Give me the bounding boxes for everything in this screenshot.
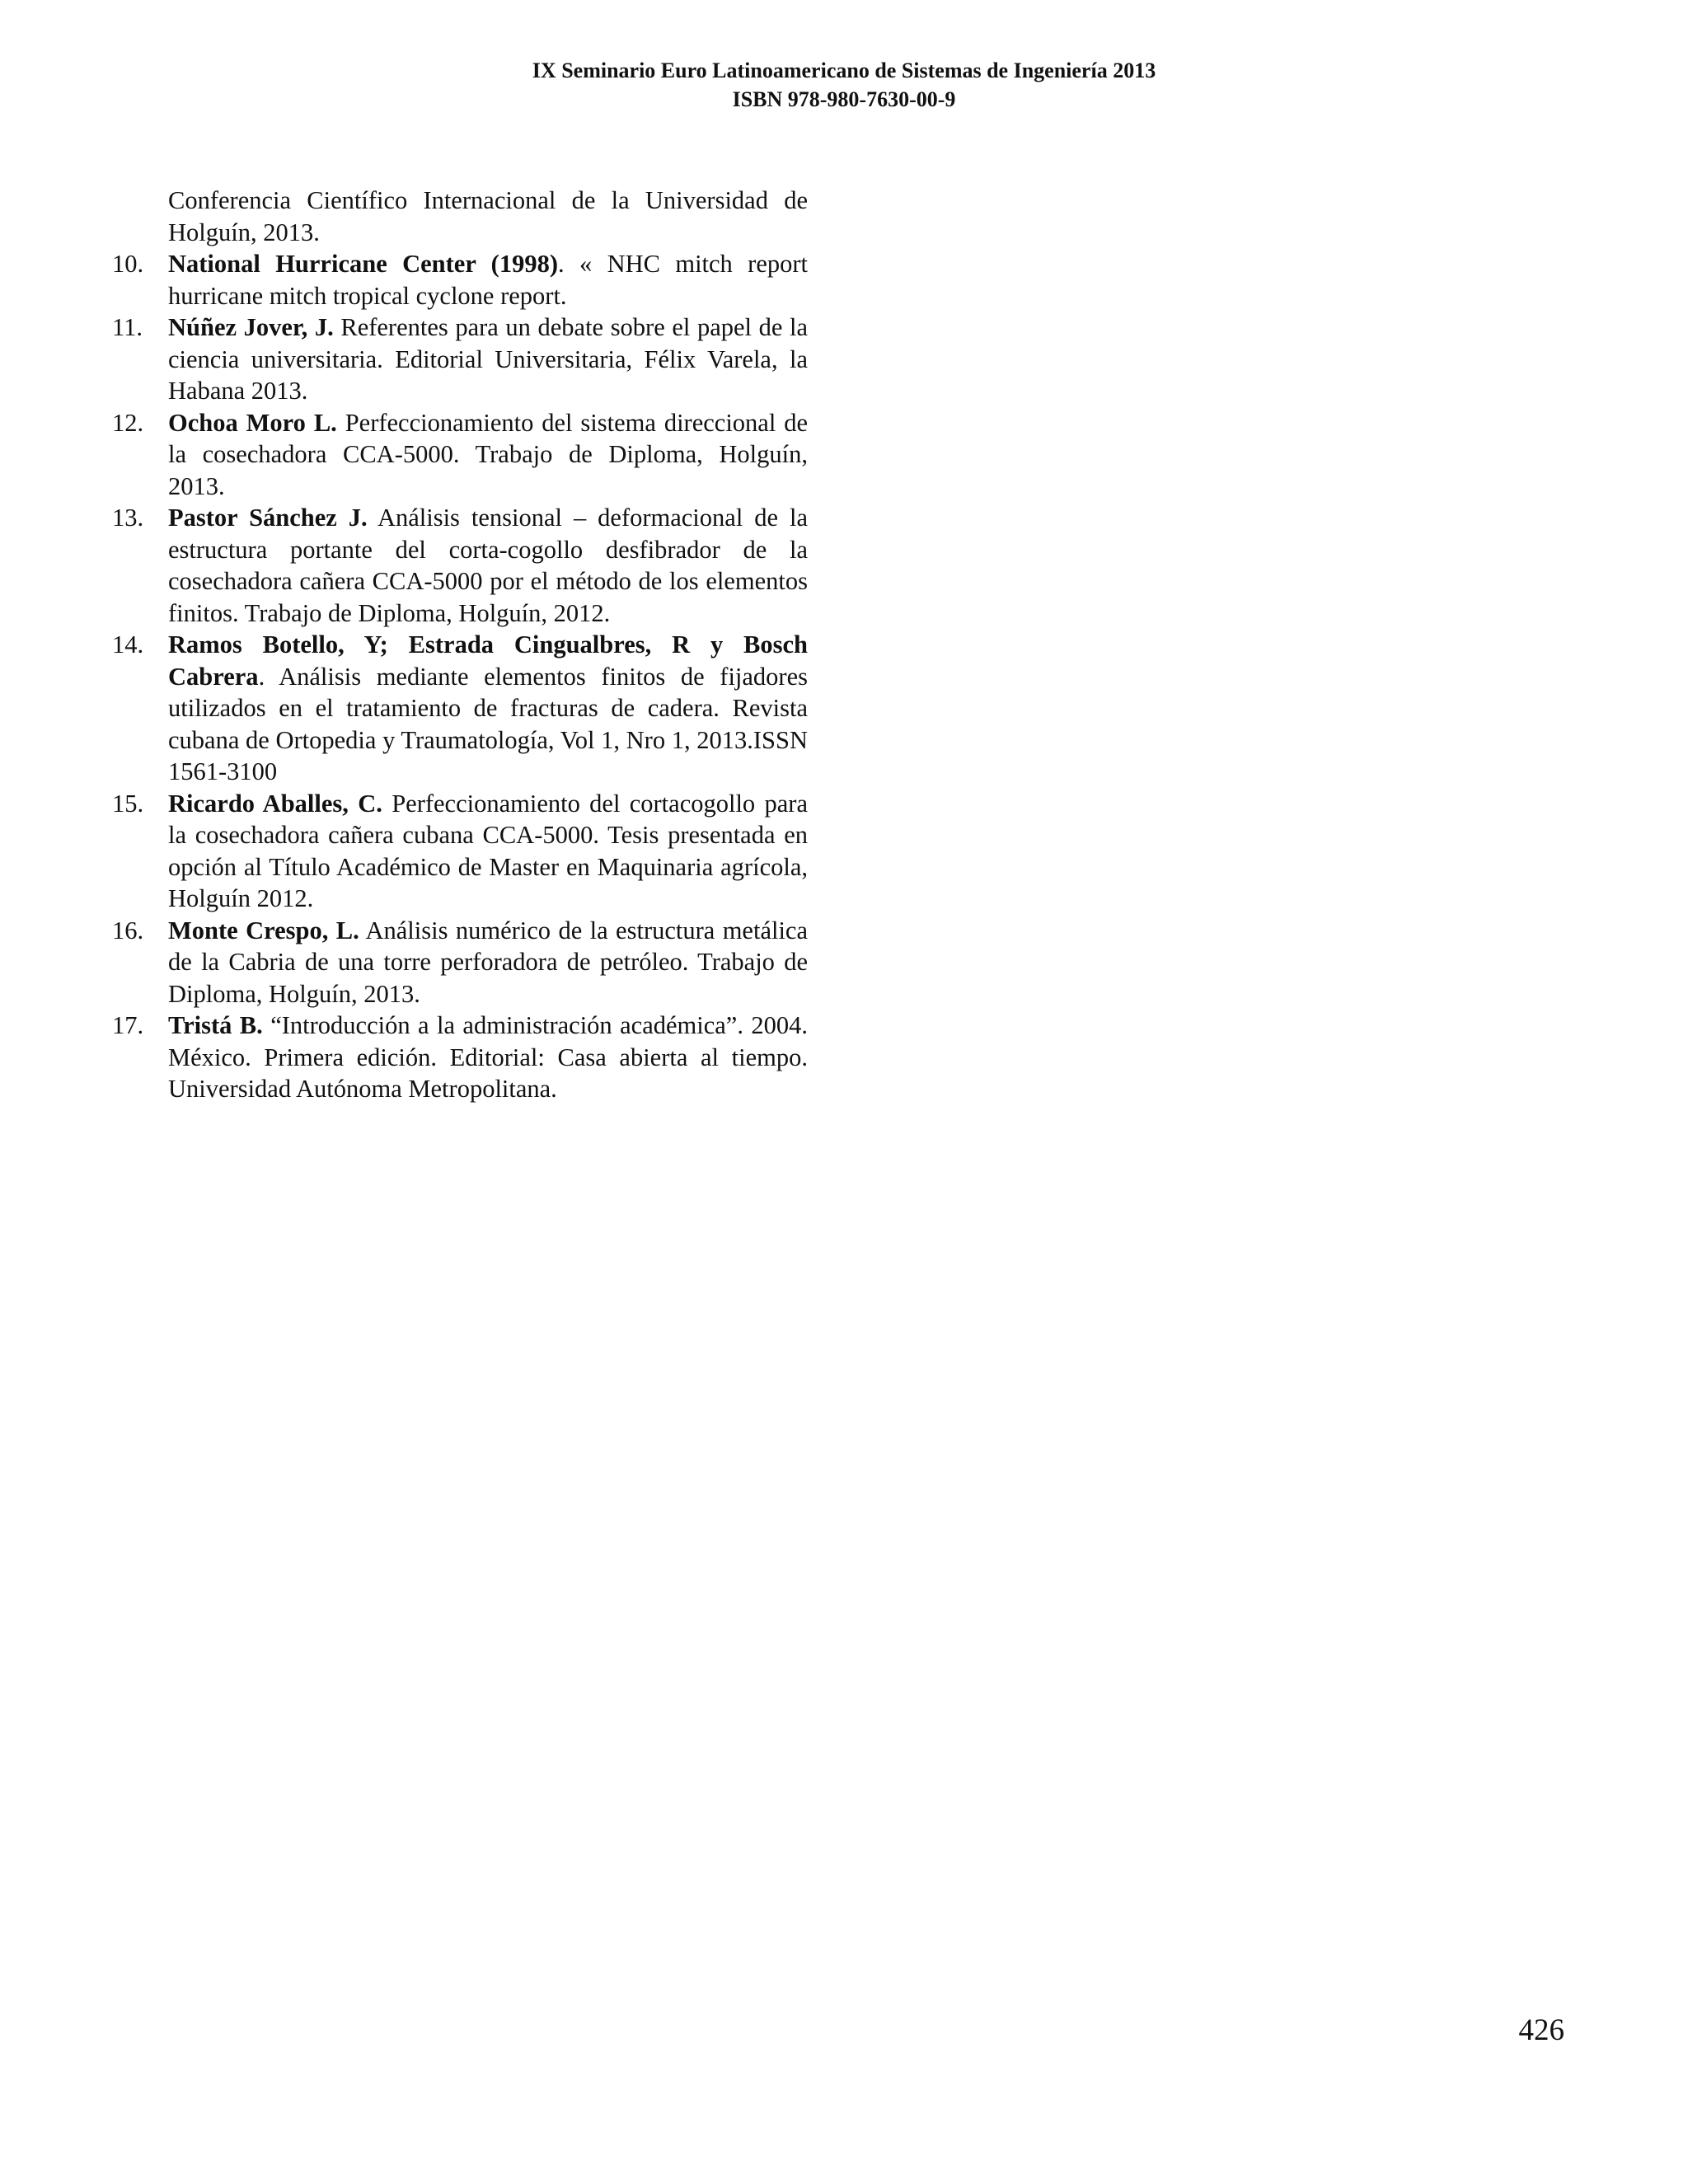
reference-number: 10. — [112, 250, 144, 278]
reference-author: Núñez Jover, J. — [168, 313, 334, 341]
reference-author: National Hurricane Center (1998) — [168, 250, 558, 278]
reference-number: 15. — [112, 789, 144, 818]
reference-item — [112, 502, 808, 629]
reference-item — [112, 185, 808, 248]
reference-body — [168, 629, 808, 788]
reference-body — [168, 1010, 808, 1105]
reference-item — [112, 915, 808, 1010]
reference-number: 17. — [112, 1011, 144, 1039]
reference-text: Perfeccionamiento del sistema direccional de la cosechadora CCA-5000. Trabajo de Diploma, Holguín, 2013. — [168, 408, 808, 500]
running-header — [0, 56, 1688, 114]
reference-body — [168, 502, 808, 629]
reference-item — [112, 407, 808, 503]
reference-text: Análisis tensional – deformacional de la estructura portante del corta-cogollo desfibrador de la cosechadora cañera CCA-5000 por el método de los elementos finitos. Trabajo de Diploma, Holguín, 2012. — [168, 504, 808, 627]
reference-body — [168, 185, 808, 248]
reference-body — [168, 788, 808, 915]
reference-author: Pastor Sánchez J. — [168, 504, 368, 532]
reference-body — [168, 915, 808, 1010]
reference-number: 11. — [112, 313, 143, 341]
reference-number: 14. — [112, 630, 144, 658]
reference-number: 13. — [112, 504, 144, 532]
reference-number: 16. — [112, 916, 144, 944]
reference-body — [168, 312, 808, 407]
reference-text: Referentes para un debate sobre el papel de la ciencia universitaria. Editorial Universitaria, Félix Varela, la Habana 2013. — [168, 313, 808, 405]
reference-text: Conferencia Científico Internacional de la Universidad de Holguín, 2013. — [168, 186, 808, 246]
page-number: 426 — [1518, 2013, 1564, 2047]
header-seminar-title: IX Seminario Euro Latinoamericano de Sistemas de Ingeniería 2013 — [532, 59, 1156, 82]
reference-author: Ochoa Moro L. — [168, 408, 337, 437]
reference-item — [112, 629, 808, 788]
reference-text: Análisis numérico de la estructura metálica de la Cabria de una torre perforadora de petróleo. Trabajo de Diploma, Holguín, 2013. — [168, 916, 809, 1008]
header-isbn: ISBN 978-980-7630-00-9 — [732, 87, 956, 111]
reference-author: Ramos Botello, Y; Estrada Cingualbres, R y Bosch Cabrera — [168, 630, 808, 691]
reference-text: Perfeccionamiento del cortacogollo para la cosechadora cañera cubana CCA-5000. Tesis presentada en opción al Título Académico de Master en Maquinaria agrícola, Holguín 2012. — [168, 789, 808, 912]
reference-author: Tristá B. — [168, 1011, 263, 1039]
reference-item — [112, 788, 808, 915]
reference-list — [112, 185, 808, 1105]
reference-body — [168, 248, 808, 312]
reference-text: . Análisis mediante elementos finitos de fijadores utilizados en el tratamiento de fracturas de cadera. Revista cubana de Ortopedia y Traumatología, Vol 1, Nro 1, 2013.ISSN 1561-3100 — [168, 662, 808, 785]
reference-author: Monte Crespo, L. — [168, 916, 359, 944]
reference-author: Ricardo Aballes, C. — [168, 789, 382, 818]
reference-body — [168, 407, 808, 503]
reference-item — [112, 248, 808, 312]
reference-item — [112, 312, 808, 407]
reference-text: . « NHC mitch report hurricane mitch tropical cyclone report. — [168, 250, 808, 310]
reference-item — [112, 1010, 808, 1105]
reference-number: 12. — [112, 408, 144, 437]
reference-text: “Introducción a la administración académica”. 2004. México. Primera edición. Editorial: Casa abierta al tiempo. Universidad Autónoma Metropolitana. — [168, 1011, 809, 1103]
